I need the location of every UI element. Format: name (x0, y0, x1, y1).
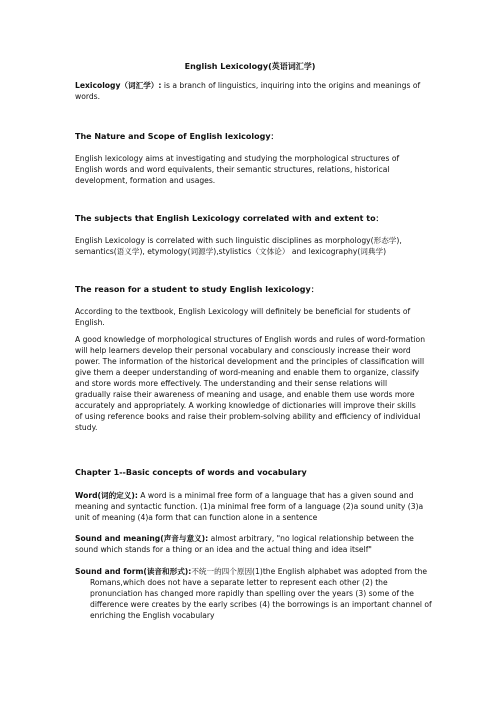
sound-meaning-term: Sound and meaning(声音与意义): (75, 534, 209, 543)
word-definition (75, 490, 425, 523)
nature-scope-heading: The Nature and Scope of English lexicology： (75, 132, 279, 141)
word-term: Word(词的定义): (75, 491, 138, 500)
lexicology-term: Lexicology（词汇学）: (75, 81, 162, 90)
lexicology-definition (75, 80, 425, 102)
nature-scope-paragraph: English lexicology aims at investigating and studying the morphological structures of English words and word equivalents, their semantic structures, relations, historical development, formation and usages. (75, 154, 400, 185)
document-title: English Lexicology(英语词汇学) (184, 62, 316, 71)
reason-heading: The reason for a student to study English lexicology： (75, 285, 319, 294)
sound-meaning-entry (75, 533, 425, 555)
sound-form-entry (75, 566, 440, 621)
word-definition-text: A word is a minimal free form of a language that has a given sound and meaning and syntactic function. (1)a minimal free form of a language (2)a sound unity (3)a unit of meaning (4)a form that can function alone in a sentence (75, 491, 424, 522)
sound-form-text: 不统一的四个原因(1)the English alphabet was adopted from the Romans,which does not have a separate letter to represent each other (2) the pronunciation has changed more rapidly than spelling over the years (3) some of the difference were creates by the early scribes (4) the borrowings is an important channel of enriching the English vocabulary (90, 567, 432, 620)
sound-form-term: Sound and form(读音和形式): (75, 567, 192, 576)
sound-meaning-text: almost arbitrary, "no logical relationship between the sound which stands for a thing or an idea and the actual thing and idea itself" (75, 534, 414, 554)
chapter-1-heading: Chapter 1--Basic concepts of words and vocabulary (75, 468, 307, 477)
subjects-heading: The subjects that English Lexicology correlated with and extent to： (75, 214, 384, 223)
reason-paragraph-1: According to the textbook, English Lexicology will definitely be beneficial for students of English. (75, 307, 411, 327)
lexicology-definition-text: is a branch of linguistics, inquiring into the origins and meanings of words. (75, 81, 421, 101)
subjects-paragraph: English Lexicology is correlated with such linguistic disciplines as morphology(形态学), semantics(语义学), etymology(词源学),stylistics（文体论） and lexicography(词典学) (75, 236, 402, 256)
reason-paragraph-2: A good knowledge of morphological structures of English words and rules of word-formation will help learners develop their personal vocabulary and consciously increase their word power. The information of the historical development and the principles of classification will give them a deeper understanding of word-meaning and enable them to organize, classify and store words more effectively. The understanding and their sense relations will gradually raise their awareness of meaning and usage, and enable them use words more accurately and appropriately. A working knowledge of dictionaries will improve their skills of using reference books and raise their problem-solving ability and efficiency of individual study. (75, 335, 426, 432)
